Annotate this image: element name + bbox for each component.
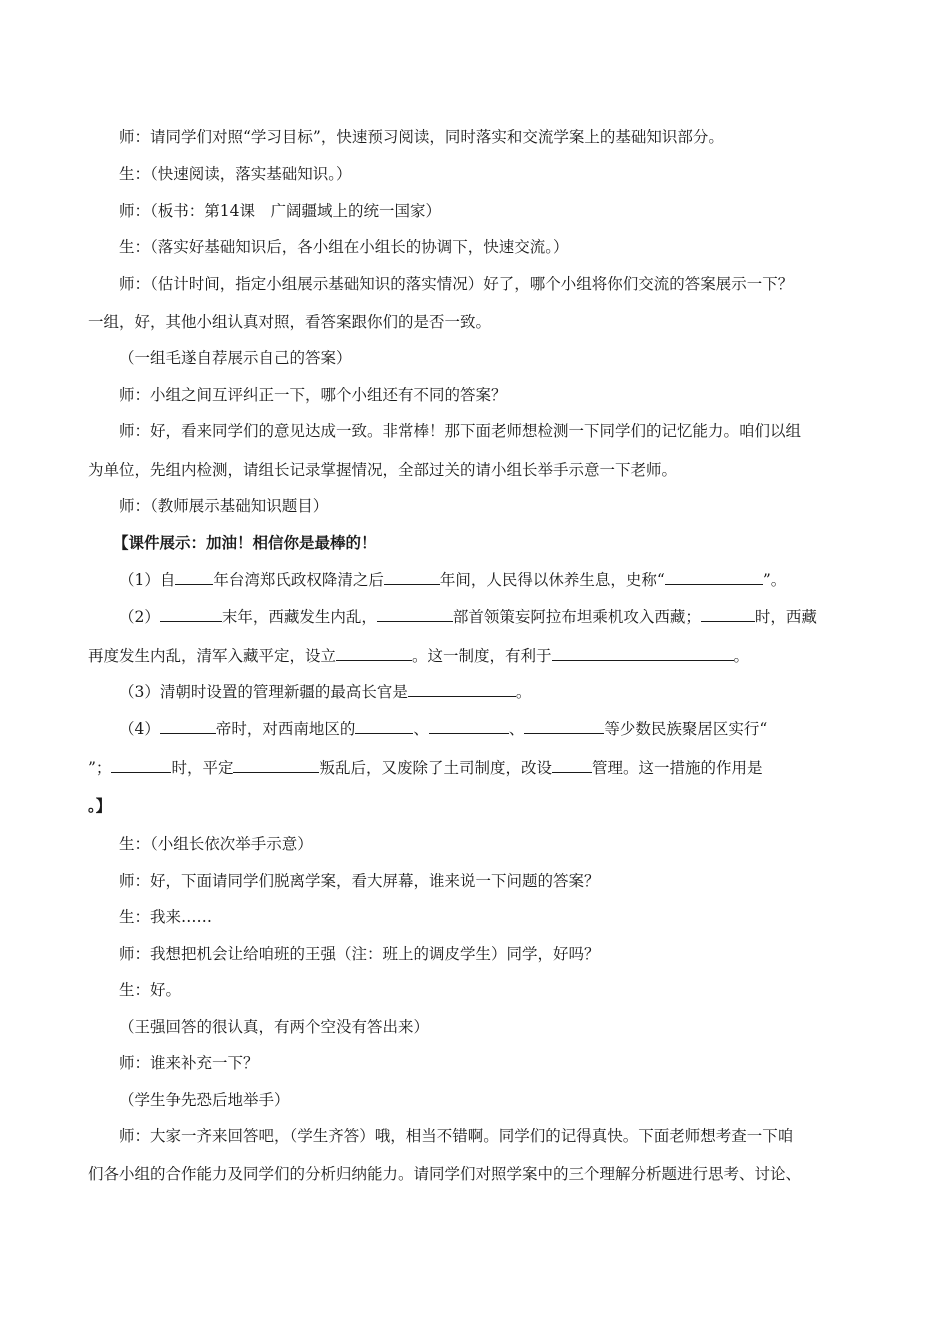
q1-text: （1）自 [119, 571, 176, 589]
q2-text: 。 [733, 647, 750, 665]
question-1 [119, 569, 869, 589]
paragraph: 师：（估计时间，指定小组展示基础知识的落实情况）好了，哪个小组将你们交流的答案展示一下？ [119, 275, 794, 293]
paragraph: 师：好，看来同学们的意见达成一致。非常棒！那下面老师想检测一下同学们的记忆能力。咱们以组 [119, 422, 802, 440]
paragraph: 们各小组的合作能力及同学们的分析归纳能力。请同学们对照学案中的三个理解分析题进行思考、讨论、 [88, 1165, 802, 1183]
paragraph: （王强回答的很认真，有两个空没有答出来） [119, 1018, 430, 1036]
paragraph: 师：（教师展示基础知识题目） [119, 497, 329, 515]
paragraph: （一组毛遂自荐展示自己的答案） [119, 349, 352, 367]
blank [355, 718, 413, 734]
q2-text: 再度发生内乱，清军入藏平定，设立 [88, 647, 337, 665]
blank [160, 718, 216, 734]
q2-text: （2） [119, 608, 160, 626]
q4-text: 、 [413, 720, 429, 738]
paragraph: 师：谁来补充一下？ [119, 1054, 259, 1072]
question-4 [119, 718, 869, 738]
paragraph: 生：好。 [119, 981, 182, 999]
blank [377, 606, 453, 622]
blank [233, 757, 319, 773]
question-3 [119, 681, 869, 701]
q4-text: ”； [88, 759, 112, 777]
blank [336, 645, 412, 661]
blank [384, 569, 440, 585]
q1-text: 年台湾郑氏政权降清之后 [213, 571, 384, 589]
paragraph: 生：（落实好基础知识后，各小组在小组长的协调下，快速交流。） [119, 238, 569, 256]
q4-text: 帝时，对西南地区的 [215, 720, 356, 738]
q2-text: 部首领策妄阿拉布坦乘机攻入西藏； [452, 608, 701, 626]
q2-text: 时，西藏 [754, 608, 817, 626]
blank [408, 681, 516, 697]
q3-text: （3）清朝时设置的管理新疆的最高长官是 [119, 683, 408, 701]
q4-text: 叛乱后，又废除了土司制度，改设 [319, 759, 552, 777]
question-2 [119, 606, 869, 626]
paragraph: 一组，好，其他小组认真对照，看答案跟你们的是否一致。 [88, 313, 492, 331]
blank [429, 718, 509, 734]
blank [160, 606, 222, 622]
paragraph: 师：好，下面请同学们脱离学案，看大屏幕，谁来说一下问题的答案？ [119, 872, 600, 890]
blank [701, 606, 755, 622]
q4-text: （4） [119, 720, 160, 738]
paragraph: 为单位，先组内检测，请组长记录掌握情况，全部过关的请小组长举手示意一下老师。 [88, 461, 678, 479]
q4-text: 管理。这一措施的作用是 [591, 759, 763, 777]
q1-text: ”。 [762, 571, 787, 589]
paragraph: 师：我想把机会让给咱班的王强（注：班上的调皮学生）同学，好吗？ [119, 945, 600, 963]
paragraph: 师：大家一齐来回答吧，（学生齐答）哦，相当不错啊。同学们的记得真快。下面老师想考查一下咱 [119, 1127, 794, 1145]
q4-text: 时，平定 [171, 759, 234, 777]
q4-text: 、 [508, 720, 525, 738]
paragraph: 师：（板书：第14课 广阔疆域上的统一国家） [119, 202, 441, 220]
paragraph: 生：（快速阅读，落实基础知识。） [119, 165, 352, 183]
blank [552, 757, 592, 773]
q2-text: 末年，西藏发生内乱， [221, 608, 377, 626]
question-2-cont [88, 645, 868, 665]
paragraph: 生：我来…… [119, 908, 213, 926]
blank [524, 718, 604, 734]
blank [175, 569, 213, 585]
blank [665, 569, 763, 585]
q3-text: 。 [515, 683, 532, 701]
paragraph: 师：请同学们对照“学习目标”，快速预习阅读，同时落实和交流学案上的基础知识部分。 [119, 128, 724, 146]
blank [111, 757, 171, 773]
paragraph: 师：小组之间互评纠正一下，哪个小组还有不同的答案？ [119, 386, 507, 404]
q2-text: 。这一制度，有利于 [412, 647, 552, 665]
slide-heading: 【课件展示：加油！相信你是最棒的！ [113, 533, 377, 552]
blank [552, 645, 734, 661]
question-4-cont [88, 757, 868, 777]
q1-text: 年间，人民得以休养生息，史称“ [439, 571, 665, 589]
question-4-end: 。】 [88, 796, 112, 815]
q4-text: 等少数民族聚居区实行“ [604, 720, 768, 738]
paragraph: 生：（小组长依次举手示意） [119, 835, 313, 853]
paragraph: （学生争先恐后地举手） [119, 1091, 290, 1109]
